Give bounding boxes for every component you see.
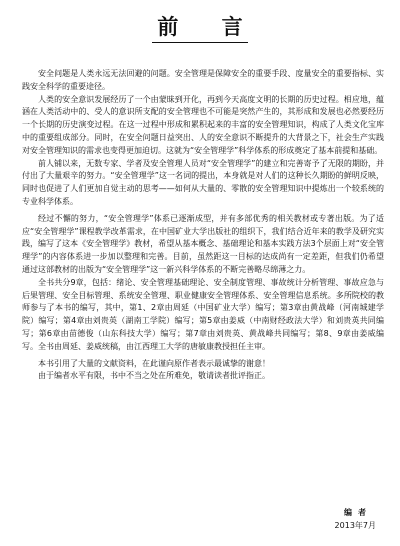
paragraph-contents: 全书共分9章，包括：绪论、安全管理基础理论、安全制度管理、事故统计分析管理、事故应急与后果管理、安全目标管理、系统安全管理、职业健康安全管理体系、安全管理信息系统。多所院校的教师参与了本书的编写，其中，第1、2章由周延（中国矿业大学）编写；第3章由黄战峰（河南城建学院）编写；第4章由刘贵英（湖南工学院）编写；第5章由姜威（中南财经政法大学）和刘贵英共同编写；第6章由苗德俊（山东科技大学）编写；第7章由刘贵英、黄战峰共同编写；第8、9章由姜威编写。全书由周延、姜威统稿，由江西理工大学的唐敏康教授担任主审。: [22, 277, 384, 351]
page-title: 前 言: [157, 14, 261, 39]
preface-body: [22, 68, 384, 383]
signature-block: [286, 506, 376, 532]
signature-editor: 编者: [344, 508, 372, 517]
title-underline: [152, 42, 248, 43]
paragraph-history: 人类的安全意识发展经历了一个由蒙昧到开化，再到今天高度文明的长期的历史过程。相应地，蕴涵在人类活动中的、受人的意识所支配的安全管理也不可能是突然产生的，其形成和发展也必然要经历一个长期的历史演变过程。在这一过程中形成和累积起来的丰富的安全管理知识，构成了人类文化宝库中的重要组成部分。同时，在安全问题日益突出、人的安全意识不断提升的大背景之下，社会生产实践对安全管理知识的需求也变得更加迫切。这就为“安全管理学”科学体系的形成奠定了基本前提和基础。: [22, 94, 384, 155]
paragraph-thanks: 本书引用了大量的文献资料，在此谨向原作者表示最诚挚的谢意！: [38, 358, 270, 368]
paragraph-expectation: 前人铺以来，无数专家、学者及安全管理人员对“安全管理学”的建立和完善寄予了无限的期盼，并付出了大量艰辛的努力。“安全管理学”这一名词的提出，本身就是对人们的这种长久期盼的鲜明反映，同时也促进了人们更加自觉主动的思考——如何从大量的、零散的安全管理知识中提炼出一个较系统的专业科学体系。: [22, 158, 384, 206]
paragraph-apology: 由于编者水平有限，书中不当之处在所难免，敬请读者批评指正。: [38, 371, 270, 381]
signature-date: 2013年7月: [334, 521, 376, 530]
paragraph-purpose: 经过不懈的努力，“安全管理学”体系已逐渐成型，并有多部优秀的相关教材或专著出版。为了适应“安全管理学”课程教学改革需求，在中国矿业大学出版社的组织下，我们结合近年来的教学及研究实践，编写了这本《安全管理学》教材，希望从基本概念、基础理论和基本实践方法3个层面上对“安全管理学”的内容体系进一步加以整理和完善。目前，虽然距这一目标的达成尚有一定差距，但我们仍希望通过这部教材的出版为“安全管理学”这一新兴科学体系的不断完善略尽绵薄之力。: [22, 213, 384, 274]
paragraph-intro: 安全问题是人类永远无法回避的问题。安全管理是保障安全的重要手段、度量安全的重要指标、实践安全科学的重要途径。: [22, 69, 384, 91]
